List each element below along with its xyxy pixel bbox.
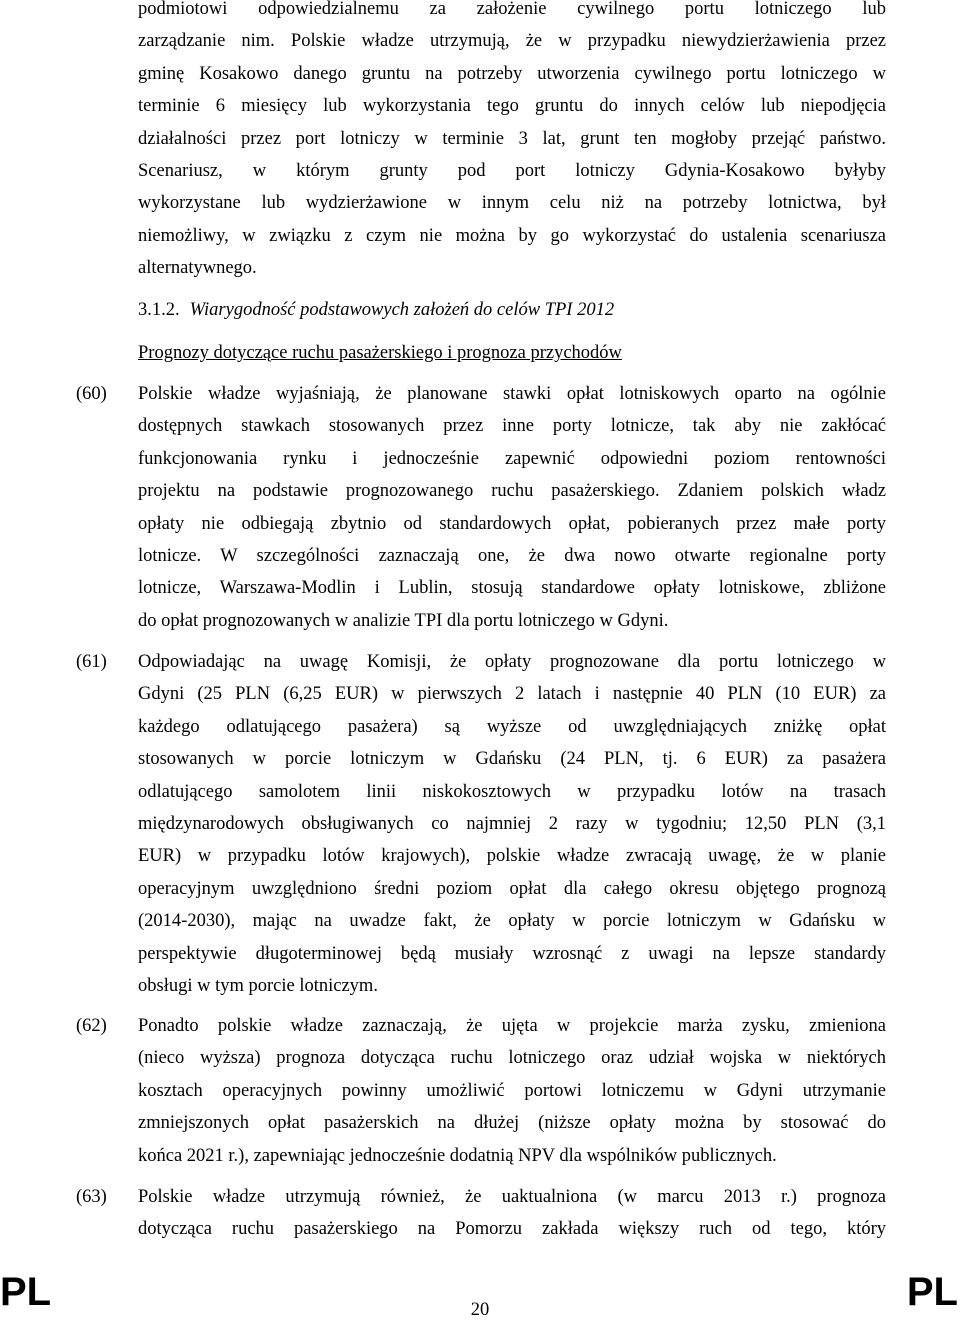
paragraph-number: (63) <box>76 1187 107 1207</box>
text-line: (nieco wyższa) prognoza dotycząca ruchu lotniczego oraz udział wojska w niektórych <box>138 1048 886 1069</box>
text-line: operacyjnym uwzględniono średni poziom opłat dla całego okresu objętego prognozą <box>138 878 886 899</box>
text-line: Polskie władze wyjaśniają, że planowane stawki opłat lotniskowych oparto na ogólnie <box>138 384 886 404</box>
text-line: obsługi w tym porcie lotniczym. <box>138 975 378 996</box>
intro-text <box>138 0 886 285</box>
paragraph-body <box>138 378 886 637</box>
paragraph-body <box>138 646 886 1002</box>
text-line: projektu na podstawie prognozowanego ruchu pasażerskiego. Zdaniem polskich władz <box>138 481 886 502</box>
text-line: Scenariusz, w którym grunty pod port lotniczy Gdynia-Kosakowo byłyby <box>138 160 886 181</box>
text-line: dotycząca ruchu pasażerskiego na Pomorzu zakłada większy ruch od tego, który <box>138 1219 886 1240</box>
text-line: zmniejszonych opłat pasażerskich na dłużej (niższe opłaty można by stosować do <box>138 1113 886 1134</box>
paragraph-number: (60) <box>76 384 107 404</box>
page-number: 20 <box>470 1300 490 1320</box>
text-line: Ponadto polskie władze zaznaczają, że ujęta w projekcie marża zysku, zmieniona <box>138 1016 886 1036</box>
text-line: Odpowiadając na uwagę Komisji, że opłaty prognozowane dla portu lotniczego w <box>138 652 886 672</box>
text-line: lotnicze, Warszawa-Modlin i Lublin, stosują standardowe opłaty lotniskowe, zbliżone <box>138 578 886 599</box>
text-line: niemożliwy, w związku z czym nie można by go wykorzystać do ustalenia scenariusza <box>138 225 886 246</box>
sub-heading: Prognozy dotyczące ruchu pasażerskiego i prognoza przychodów <box>138 343 622 363</box>
text-line: końca 2021 r.), zapewniając jednocześnie dodatnią NPV dla wspólników publicznych. <box>138 1145 777 1166</box>
text-line: EUR) w przypadku lotów krajowych), polskie władze zwracają uwagę, że w planie <box>138 846 886 867</box>
section-number: 3.1.2. <box>138 300 180 320</box>
text-line: kosztach operacyjnych powinny umożliwić portowi lotniczemu w Gdyni utrzymanie <box>138 1080 886 1101</box>
text-line: perspektywie długoterminowej będą musiały wzrosnąć z uwagi na lepsze standardy <box>138 943 886 964</box>
text-line: każdego odlatującego pasażera) są wyższe od uwzględniających zniżkę opłat <box>138 716 886 737</box>
text-line: opłaty nie odbiegają zbytnio od standardowych opłat, pobieranych przez małe porty <box>138 513 886 534</box>
text-line: gminę Kosakowo danego gruntu na potrzeby utworzenia cywilnego portu lotniczego w <box>138 63 886 84</box>
paragraph-body <box>138 1010 886 1172</box>
text-line: do opłat prognozowanych w analizie TPI dla portu lotniczego w Gdyni. <box>138 610 669 631</box>
text-line: dostępnych stawkach stosowanych przez inne porty lotnicze, tak aby nie zakłócać <box>138 416 886 437</box>
text-line: alternatywnego. <box>138 258 257 279</box>
text-line: wykorzystane lub wydzierżawione w innym celu niż na potrzeby lotnictwa, był <box>138 193 886 214</box>
text-line: (2014-2030), mając na uwadze fakt, że opłaty w porcie lotniczym w Gdańsku w <box>138 911 886 932</box>
text-line: stosowanych w porcie lotniczym w Gdańsku (24 PLN, tj. 6 EUR) za pasażera <box>138 749 886 770</box>
text-line: międzynarodowych obsługiwanych co najmniej 2 razy w tygodniu; 12,50 PLN (3,1 <box>138 813 886 834</box>
text-line: funkcjonowania rynku i jednocześnie zapewnić odpowiedni poziom rentowności <box>138 448 886 469</box>
text-line: Gdyni (25 PLN (6,25 EUR) w pierwszych 2 latach i następnie 40 PLN (10 EUR) za <box>138 684 886 705</box>
paragraph-number: (61) <box>76 652 107 672</box>
section-heading <box>138 294 898 326</box>
text-line: podmiotowi odpowiedzialnemu za założenie cywilnego portu lotniczego lub <box>138 0 886 19</box>
footer-language-code-right: PL <box>906 1270 958 1314</box>
text-line: odlatującego samolotem linii niskokosztowych w przypadku lotów na trasach <box>138 781 886 802</box>
text-line: lotnicze. W szczególności zaznaczają one, że dwa nowo otwarte regionalne porty <box>138 545 886 566</box>
text-line: zarządzanie nim. Polskie władze utrzymują, że w przypadku niewydzierżawienia przez <box>138 31 886 52</box>
paragraph-number: (62) <box>76 1016 107 1036</box>
text-line: Polskie władze utrzymują również, że uaktualniona (w marcu 2013 r.) prognoza <box>138 1187 886 1207</box>
paragraph-body <box>138 1181 886 1246</box>
text-line: działalności przez port lotniczy w terminie 3 lat, grunt ten mogłoby przejąć państwo. <box>138 128 886 149</box>
text-line: terminie 6 miesięcy lub wykorzystania tego gruntu do innych celów lub niepodjęcia <box>138 96 886 117</box>
section-title: Wiarygodność podstawowych założeń do celów TPI 2012 <box>189 300 615 320</box>
footer-language-code-left: PL <box>0 1270 52 1314</box>
